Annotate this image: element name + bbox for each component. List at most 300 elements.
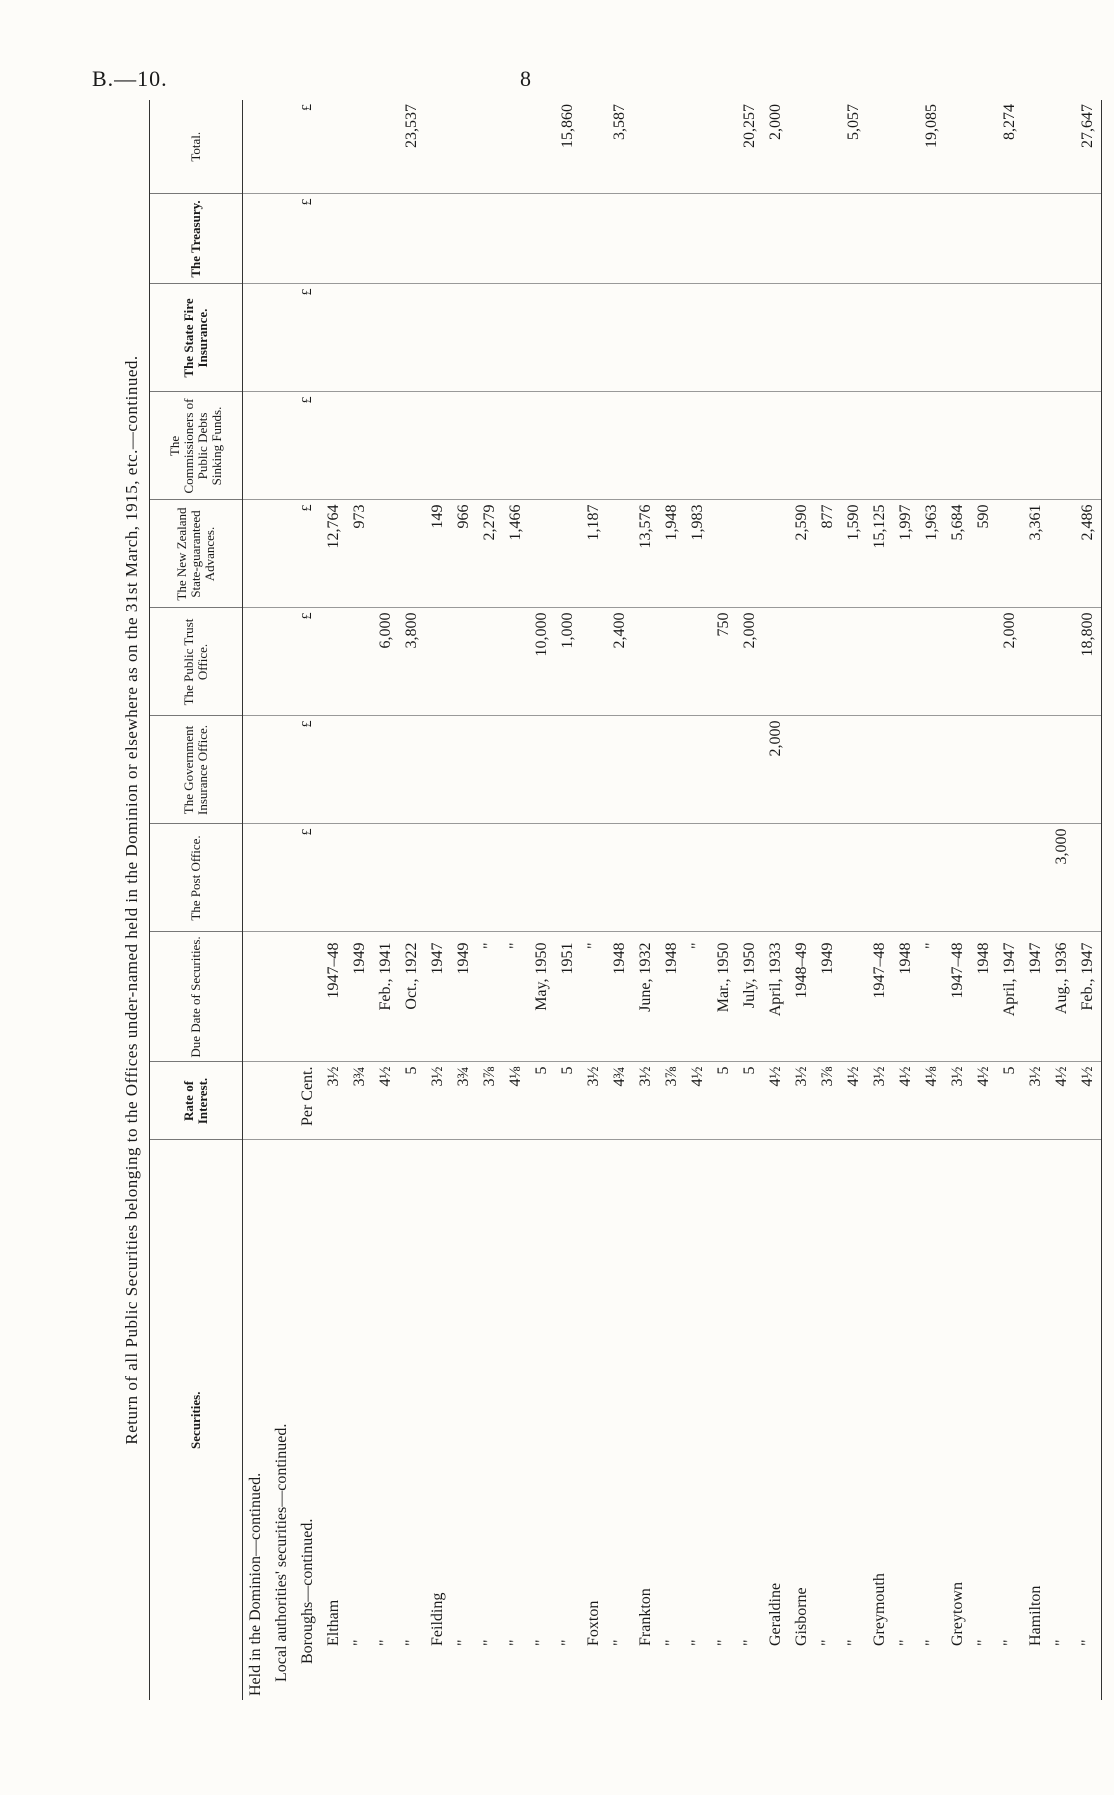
commissioners-value xyxy=(529,392,555,500)
post-office-value xyxy=(477,824,503,932)
public-trust-value xyxy=(1049,608,1075,716)
commissioners-value xyxy=(1049,392,1075,500)
col-header-commissioners: The Commissioners of Public Debts Sinking Funds. xyxy=(150,392,243,500)
total-value: 15,860 xyxy=(555,100,581,194)
gio-value xyxy=(893,716,919,824)
security-name: Greytown xyxy=(949,1582,966,1646)
post-office-value xyxy=(529,824,555,932)
public-trust-value xyxy=(893,608,919,716)
public-trust-value xyxy=(425,608,451,716)
nz-advances-value: 2,279 xyxy=(477,500,503,608)
securities-table xyxy=(149,100,1102,1700)
gio-value xyxy=(711,716,737,824)
gio-value xyxy=(503,716,529,824)
post-office-value xyxy=(737,824,763,932)
commissioners-value xyxy=(373,392,399,500)
nz-advances-value xyxy=(763,500,789,608)
total-value xyxy=(945,100,971,194)
state-fire-value xyxy=(633,284,659,392)
gio-value xyxy=(815,716,841,824)
table-row xyxy=(737,100,763,1700)
total-value xyxy=(971,100,997,194)
due-date xyxy=(841,932,867,1062)
commissioners-value xyxy=(477,392,503,500)
state-fire-value xyxy=(659,284,685,392)
rate-of-interest: 4¾ xyxy=(607,1062,633,1140)
state-fire-value xyxy=(737,284,763,392)
col-header-state-fire: The State Fire Insurance. xyxy=(150,284,243,392)
due-date: " xyxy=(477,932,503,1062)
treasury-value xyxy=(633,194,659,284)
table-row xyxy=(503,100,529,1700)
post-office-value xyxy=(789,824,815,932)
pound-sign: £ xyxy=(295,608,321,716)
rate-of-interest: 4½ xyxy=(685,1062,711,1140)
pound-sign: £ xyxy=(295,194,321,284)
gio-value xyxy=(373,716,399,824)
security-name: Greymouth xyxy=(871,1573,888,1646)
gio-value xyxy=(425,716,451,824)
rate-of-interest: 5 xyxy=(737,1062,763,1140)
due-date: 1947 xyxy=(1023,932,1049,1062)
treasury-value xyxy=(1049,194,1075,284)
rate-of-interest: 3½ xyxy=(425,1062,451,1140)
public-trust-value: 1,000 xyxy=(555,608,581,716)
gio-value xyxy=(841,716,867,824)
rate-of-interest: 3½ xyxy=(1023,1062,1049,1140)
col-header-nz-advances: The New Zealand State-guaranteed Advances. xyxy=(150,500,243,608)
nz-advances-value: 1,590 xyxy=(841,500,867,608)
col-header-rate: Rate of Interest. xyxy=(150,1062,243,1140)
nz-advances-value xyxy=(399,500,425,608)
post-office-value xyxy=(1023,824,1049,932)
table-row xyxy=(529,100,555,1700)
public-trust-value xyxy=(841,608,867,716)
nz-advances-value: 877 xyxy=(815,500,841,608)
commissioners-value xyxy=(737,392,763,500)
security-name: " xyxy=(377,1639,394,1646)
treasury-value xyxy=(815,194,841,284)
security-name: " xyxy=(1075,1140,1102,1700)
gio-value xyxy=(1049,716,1075,824)
total-value: 20,257 xyxy=(737,100,763,194)
pound-sign: £ xyxy=(295,500,321,608)
due-date: Feb., 1947 xyxy=(1075,932,1102,1062)
table-row xyxy=(1049,100,1075,1700)
rate-of-interest: 3¾ xyxy=(451,1062,477,1140)
nz-advances-value: 15,125 xyxy=(867,500,893,608)
col-header-total: Total. xyxy=(150,100,243,194)
security-name: " xyxy=(611,1639,628,1646)
table-row xyxy=(763,100,789,1700)
gio-value xyxy=(451,716,477,824)
post-office-value xyxy=(815,824,841,932)
due-date: April, 1933 xyxy=(763,932,789,1062)
rate-of-interest: 4½ xyxy=(893,1062,919,1140)
due-date: 1947 xyxy=(425,932,451,1062)
treasury-value xyxy=(399,194,425,284)
treasury-value xyxy=(659,194,685,284)
security-name: " xyxy=(715,1639,732,1646)
rate-of-interest: 3½ xyxy=(867,1062,893,1140)
rate-of-interest: 3⅞ xyxy=(659,1062,685,1140)
gio-value xyxy=(399,716,425,824)
state-fire-value xyxy=(347,284,373,392)
gio-value xyxy=(919,716,945,824)
rate-of-interest: 3⅞ xyxy=(815,1062,841,1140)
post-office-value xyxy=(841,824,867,932)
gio-value: 2,000 xyxy=(763,716,789,824)
security-name: Gisborne xyxy=(793,1587,810,1646)
nz-advances-value xyxy=(607,500,633,608)
treasury-value xyxy=(373,194,399,284)
post-office-value xyxy=(893,824,919,932)
table-row xyxy=(1075,100,1102,1700)
table-row xyxy=(867,100,893,1700)
treasury-value xyxy=(425,194,451,284)
rate-of-interest: 5 xyxy=(997,1062,1023,1140)
state-fire-value xyxy=(685,284,711,392)
due-date: June, 1932 xyxy=(633,932,659,1062)
state-fire-value xyxy=(425,284,451,392)
pound-sign: £ xyxy=(295,716,321,824)
total-value: 2,000 xyxy=(763,100,789,194)
state-fire-value xyxy=(711,284,737,392)
due-date: 1948 xyxy=(893,932,919,1062)
table-row xyxy=(633,100,659,1700)
total-value: 23,537 xyxy=(399,100,425,194)
heading-row xyxy=(269,100,295,1700)
security-name: " xyxy=(1001,1639,1018,1646)
post-office-value: 3,000 xyxy=(1049,824,1075,932)
commissioners-value xyxy=(867,392,893,500)
security-name: " xyxy=(351,1639,368,1646)
total-value xyxy=(347,100,373,194)
post-office-value xyxy=(399,824,425,932)
treasury-value xyxy=(997,194,1023,284)
state-fire-value xyxy=(1049,284,1075,392)
post-office-value xyxy=(321,824,347,932)
state-fire-value xyxy=(945,284,971,392)
state-fire-value xyxy=(971,284,997,392)
public-trust-value: 10,000 xyxy=(529,608,555,716)
nz-advances-value: 966 xyxy=(451,500,477,608)
due-date: 1948 xyxy=(607,932,633,1062)
public-trust-value xyxy=(503,608,529,716)
rate-of-interest: 3¾ xyxy=(347,1062,373,1140)
post-office-value xyxy=(867,824,893,932)
post-office-value xyxy=(1075,824,1102,932)
gio-value xyxy=(971,716,997,824)
security-name: " xyxy=(481,1639,498,1646)
treasury-value xyxy=(607,194,633,284)
public-trust-value xyxy=(633,608,659,716)
total-value xyxy=(425,100,451,194)
rate-of-interest: 4½ xyxy=(1075,1062,1102,1140)
treasury-value xyxy=(321,194,347,284)
security-name: " xyxy=(923,1639,940,1646)
gio-value xyxy=(997,716,1023,824)
commissioners-value xyxy=(841,392,867,500)
table-row xyxy=(1023,100,1049,1700)
state-fire-value xyxy=(321,284,347,392)
public-trust-value: 3,800 xyxy=(399,608,425,716)
total-value xyxy=(321,100,347,194)
nz-advances-value: 1,187 xyxy=(581,500,607,608)
state-fire-value xyxy=(867,284,893,392)
table-row xyxy=(659,100,685,1700)
post-office-value xyxy=(997,824,1023,932)
public-trust-value xyxy=(451,608,477,716)
total-value xyxy=(477,100,503,194)
nz-advances-value: 1,466 xyxy=(503,500,529,608)
gio-value xyxy=(789,716,815,824)
rate-of-interest: 5 xyxy=(555,1062,581,1140)
commissioners-value xyxy=(1075,392,1102,500)
table-row xyxy=(945,100,971,1700)
treasury-value xyxy=(789,194,815,284)
treasury-value xyxy=(893,194,919,284)
nz-advances-value: 1,963 xyxy=(919,500,945,608)
public-trust-value xyxy=(659,608,685,716)
state-fire-value xyxy=(815,284,841,392)
gio-value xyxy=(685,716,711,824)
heading-held: Held in the Dominion—continued. xyxy=(247,1472,264,1696)
commissioners-value xyxy=(347,392,373,500)
security-name: " xyxy=(897,1639,914,1646)
treasury-value xyxy=(685,194,711,284)
pound-sign: £ xyxy=(295,824,321,932)
post-office-value xyxy=(971,824,997,932)
rate-of-interest: 3⅞ xyxy=(477,1062,503,1140)
treasury-value xyxy=(737,194,763,284)
total-value xyxy=(789,100,815,194)
security-name: " xyxy=(507,1639,524,1646)
due-date: July, 1950 xyxy=(737,932,763,1062)
gio-value xyxy=(321,716,347,824)
nz-advances-value: 1,983 xyxy=(685,500,711,608)
security-name: " xyxy=(819,1639,836,1646)
commissioners-value xyxy=(685,392,711,500)
rate-of-interest: 5 xyxy=(529,1062,555,1140)
public-trust-value: 6,000 xyxy=(373,608,399,716)
total-value xyxy=(893,100,919,194)
public-trust-value xyxy=(945,608,971,716)
heading-row xyxy=(243,100,270,1700)
table-row xyxy=(321,100,347,1700)
gio-value xyxy=(1023,716,1049,824)
total-value xyxy=(711,100,737,194)
treasury-value xyxy=(971,194,997,284)
gio-value xyxy=(633,716,659,824)
security-name: " xyxy=(975,1639,992,1646)
total-value: 8,274 xyxy=(997,100,1023,194)
commissioners-value xyxy=(451,392,477,500)
state-fire-value xyxy=(373,284,399,392)
rate-of-interest: 3½ xyxy=(633,1062,659,1140)
post-office-value xyxy=(451,824,477,932)
total-value xyxy=(685,100,711,194)
treasury-value xyxy=(1023,194,1049,284)
due-date: Oct., 1922 xyxy=(399,932,425,1062)
due-date: " xyxy=(685,932,711,1062)
commissioners-value xyxy=(633,392,659,500)
gio-value xyxy=(607,716,633,824)
security-name: Foxton xyxy=(585,1600,602,1646)
header-row xyxy=(150,100,243,1700)
security-name: " xyxy=(533,1639,550,1646)
public-trust-value: 2,000 xyxy=(997,608,1023,716)
heading-local-authorities: Local authorities' securities—continued. xyxy=(273,1423,290,1682)
post-office-value xyxy=(763,824,789,932)
treasury-value xyxy=(867,194,893,284)
table-row xyxy=(971,100,997,1700)
table-row xyxy=(711,100,737,1700)
treasury-value xyxy=(841,194,867,284)
security-name: Frankton xyxy=(637,1588,654,1646)
state-fire-value xyxy=(997,284,1023,392)
treasury-value xyxy=(529,194,555,284)
nz-advances-value xyxy=(1049,500,1075,608)
gio-value xyxy=(529,716,555,824)
table-row xyxy=(607,100,633,1700)
public-trust-value xyxy=(347,608,373,716)
total-value: 3,587 xyxy=(607,100,633,194)
col-header-public-trust: The Public Trust Office. xyxy=(150,608,243,716)
per-cent-label: Per Cent. xyxy=(295,1062,321,1140)
security-name: Geraldine xyxy=(767,1582,784,1646)
table-row xyxy=(997,100,1023,1700)
nz-advances-value: 5,684 xyxy=(945,500,971,608)
state-fire-value xyxy=(841,284,867,392)
post-office-value xyxy=(685,824,711,932)
table-row xyxy=(425,100,451,1700)
due-date: Mar., 1950 xyxy=(711,932,737,1062)
commissioners-value xyxy=(893,392,919,500)
total-value: 5,057 xyxy=(841,100,867,194)
due-date: 1949 xyxy=(451,932,477,1062)
commissioners-value xyxy=(971,392,997,500)
commissioners-value xyxy=(581,392,607,500)
total-value xyxy=(1049,100,1075,194)
commissioners-value xyxy=(659,392,685,500)
commissioners-value xyxy=(945,392,971,500)
commissioners-value xyxy=(815,392,841,500)
nz-advances-value: 13,576 xyxy=(633,500,659,608)
commissioners-value xyxy=(555,392,581,500)
public-trust-value: 18,800 xyxy=(1075,608,1102,716)
post-office-value xyxy=(945,824,971,932)
state-fire-value xyxy=(503,284,529,392)
due-date: " xyxy=(581,932,607,1062)
post-office-value xyxy=(373,824,399,932)
nz-advances-value: 2,590 xyxy=(789,500,815,608)
treasury-value xyxy=(763,194,789,284)
commissioners-value xyxy=(789,392,815,500)
due-date: 1948 xyxy=(659,932,685,1062)
commissioners-value xyxy=(1023,392,1049,500)
col-header-due: Due Date of Securities. xyxy=(150,932,243,1062)
gio-value xyxy=(945,716,971,824)
commissioners-value xyxy=(425,392,451,500)
nz-advances-value: 2,486 xyxy=(1075,500,1102,608)
commissioners-value xyxy=(919,392,945,500)
commissioners-value xyxy=(503,392,529,500)
table-row xyxy=(789,100,815,1700)
state-fire-value xyxy=(581,284,607,392)
commissioners-value xyxy=(711,392,737,500)
rate-of-interest: 4⅛ xyxy=(503,1062,529,1140)
rate-of-interest: 5 xyxy=(399,1062,425,1140)
table-caption: Return of all Public Securities belonging to the Offices under-named held in the Dominion or elsewhere as on the 31st March, 1915, etc.—continued. xyxy=(122,355,141,1445)
rate-of-interest: 3½ xyxy=(581,1062,607,1140)
security-name: " xyxy=(689,1639,706,1646)
total-value: 19,085 xyxy=(919,100,945,194)
post-office-value xyxy=(659,824,685,932)
public-trust-value xyxy=(815,608,841,716)
rate-of-interest: 3½ xyxy=(945,1062,971,1140)
page-reference: B.—10. xyxy=(92,66,168,91)
commissioners-value xyxy=(763,392,789,500)
total-value xyxy=(815,100,841,194)
public-trust-value xyxy=(685,608,711,716)
table-row xyxy=(893,100,919,1700)
rate-of-interest: 4½ xyxy=(971,1062,997,1140)
rotated-table-block xyxy=(115,100,1096,1700)
public-trust-value xyxy=(789,608,815,716)
total-value xyxy=(659,100,685,194)
due-date: 1951 xyxy=(555,932,581,1062)
public-trust-value xyxy=(971,608,997,716)
due-date: April, 1947 xyxy=(997,932,1023,1062)
security-name: " xyxy=(559,1639,576,1646)
security-name: " xyxy=(403,1639,420,1646)
rate-of-interest: 5 xyxy=(711,1062,737,1140)
public-trust-value xyxy=(867,608,893,716)
due-date: " xyxy=(503,932,529,1062)
gio-value xyxy=(347,716,373,824)
due-date: 1948–49 xyxy=(789,932,815,1062)
total-value xyxy=(373,100,399,194)
table-row xyxy=(373,100,399,1700)
public-trust-value: 2,000 xyxy=(737,608,763,716)
pound-sign: £ xyxy=(295,392,321,500)
rate-of-interest: 4½ xyxy=(841,1062,867,1140)
due-date: 1947–48 xyxy=(867,932,893,1062)
table-row xyxy=(685,100,711,1700)
nz-advances-value: 1,997 xyxy=(893,500,919,608)
table-row xyxy=(581,100,607,1700)
state-fire-value xyxy=(555,284,581,392)
public-trust-value xyxy=(581,608,607,716)
security-name: Hamilton xyxy=(1027,1585,1044,1646)
nz-advances-value: 12,764 xyxy=(321,500,347,608)
post-office-value xyxy=(581,824,607,932)
rate-of-interest: 4½ xyxy=(1049,1062,1075,1140)
security-name: " xyxy=(845,1639,862,1646)
due-date: 1949 xyxy=(815,932,841,1062)
table-row xyxy=(399,100,425,1700)
post-office-value xyxy=(347,824,373,932)
due-date: 1947–48 xyxy=(321,932,347,1062)
gio-value xyxy=(581,716,607,824)
treasury-value xyxy=(919,194,945,284)
nz-advances-value xyxy=(997,500,1023,608)
rate-of-interest: 4½ xyxy=(763,1062,789,1140)
state-fire-value xyxy=(607,284,633,392)
total-value: 27,647 xyxy=(1075,100,1102,194)
security-name: Eltham xyxy=(325,1599,342,1646)
